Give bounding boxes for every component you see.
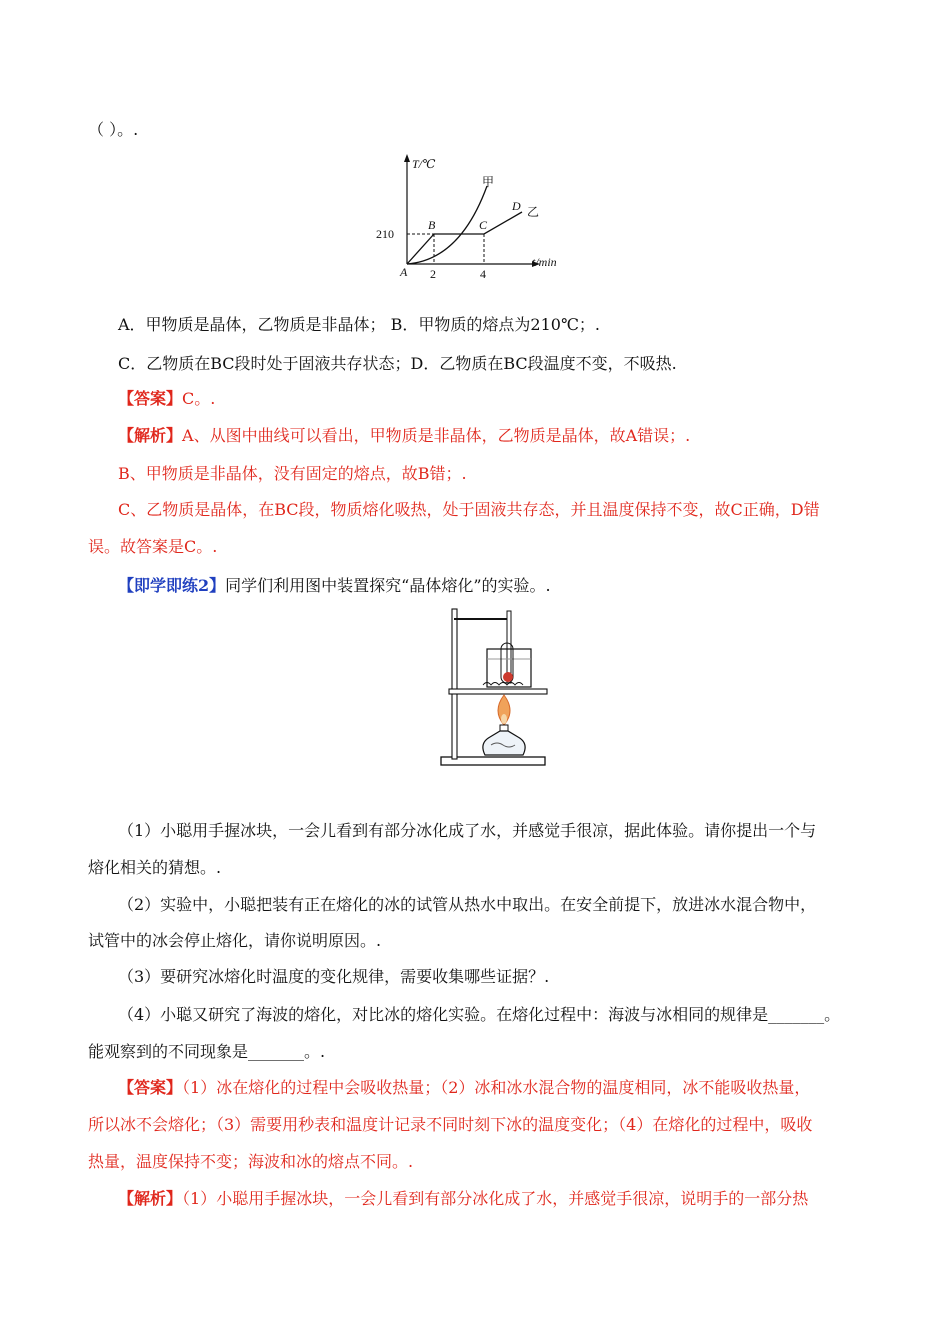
q2-answer-line-1 [118,1077,810,1099]
option-ab: A．甲物质是晶体，乙物质是非晶体； B．甲物质的熔点为210℃；. [118,315,600,334]
label-jia: 甲 [482,175,495,189]
answer-line [118,388,215,410]
label-yi: 乙 [527,205,540,219]
analysis-text-1: A、从图中曲线可以看出，甲物质是非晶体，乙物质是晶体，故A错误；. [182,426,691,445]
q2-s4-line-b: 能观察到的不同现象是_______。. [88,1042,326,1061]
point-a: A [400,265,408,279]
q2-tag: 【即学即练2】 [118,576,226,595]
answer-tag: 【答案】 [118,389,183,408]
point-d: D [512,199,521,213]
q2-s1-line-b: 熔化相关的猜想。. [88,858,222,877]
q2-analysis-line-1 [118,1188,808,1210]
analysis-line-1 [118,425,690,447]
q2-s4-line-a: （4）小聪又研究了海波的熔化，对比冰的熔化实验。在熔化过程中：海波与冰相同的规律是_______。 [118,1005,841,1024]
q2-s2-line-a: （2）实验中，小聪把装有正在熔化的冰的试管从热水中取出。在安全前提下，放进冰水混合物中， [118,895,817,914]
q2-answer-line-2: 所以冰不会熔化；（3）需要用秒表和温度计记录不同时刻下冰的温度变化；（4）在熔化的过程中，吸收 [88,1115,813,1134]
q2-s2-line-b: 试管中的冰会停止熔化，请你说明原因。. [88,931,382,950]
q2-s3-line: （3）要研究冰熔化时温度的变化规律，需要收集哪些证据？. [118,967,550,986]
q2-answer-line-3: 热量，温度保持不变；海波和冰的熔点不同。. [88,1152,414,1171]
curve-yi [407,212,522,264]
analysis-tag: 【解析】 [118,426,183,445]
x-tick-4: 4 [480,267,486,281]
point-b: B [428,218,436,232]
melting-apparatus-illustration [435,605,555,775]
curve-jia [407,186,487,264]
y-axis-label: T/℃ [412,157,436,171]
q2-intro: 同学们利用图中装置探究“晶体熔化”的实验。. [225,576,551,595]
question-bracket: （ ）。. [88,120,139,139]
q2-intro-line [118,575,551,597]
q2-analysis-tag: 【解析】 [118,1189,183,1208]
q2-answer-text-1: （1）冰在熔化的过程中会吸收热量；（2）冰和冰水混合物的温度相同，冰不能吸收热量， [182,1078,811,1097]
x-tick-2: 2 [430,267,436,281]
q2-s1-line-a: （1）小聪用手握冰块，一会儿看到有部分冰化成了水，并感觉手很凉，据此体验。请你提出一个与 [118,821,817,840]
q2-answer-tag: 【答案】 [118,1078,183,1097]
temperature-time-graph [370,150,580,285]
point-c: C [479,218,488,232]
analysis-line-3a: C、乙物质是晶体，在BC段，物质熔化吸热，处于固液共存态，并且温度保持不变，故C正确，D错 [118,500,820,519]
analysis-line-3b: 误。故答案是C。. [88,537,218,556]
option-cd: C．乙物质在BC段时处于固液共存状态；D．乙物质在BC段温度不变，不吸热. [118,354,677,373]
answer-text: C。. [182,389,216,408]
x-axis-label: t/min [532,255,557,269]
analysis-line-2: B、甲物质是非晶体，没有固定的熔点，故B错；. [118,464,467,483]
q2-analysis-text-1: （1）小聪用手握冰块，一会儿看到有部分冰化成了水，并感觉手很凉，说明手的一部分热 [182,1189,809,1208]
y-tick-210: 210 [376,227,394,241]
